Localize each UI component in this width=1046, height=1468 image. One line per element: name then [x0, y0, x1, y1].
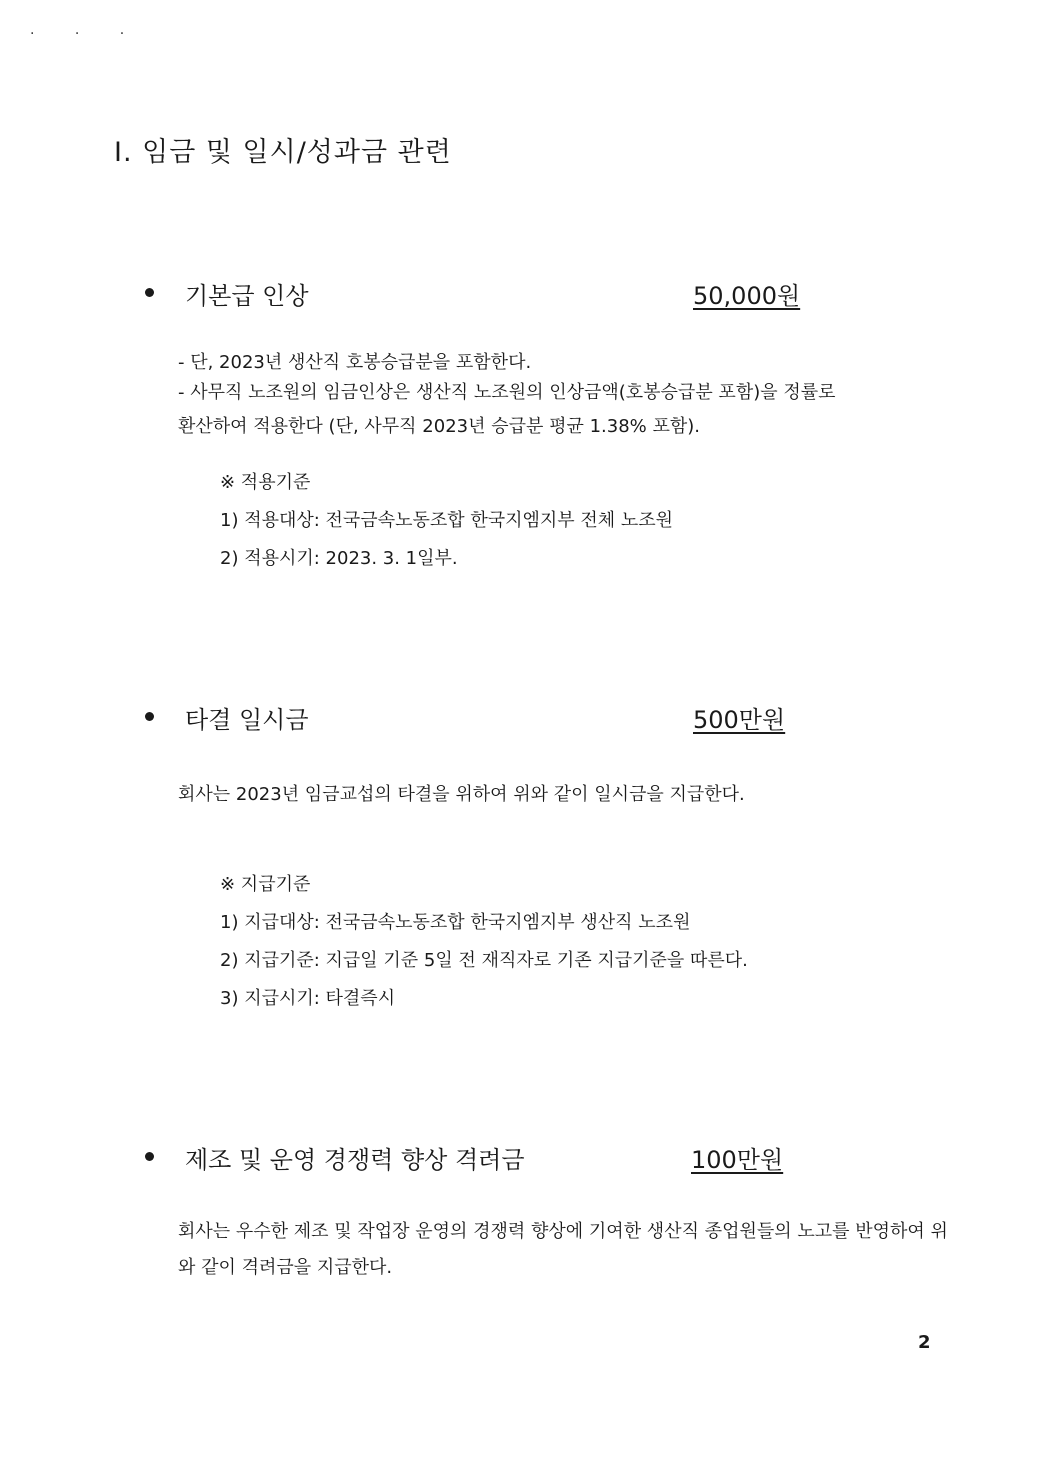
item-label: 타결 일시금 [185, 706, 309, 734]
item-note: - 단, 2023년 생산직 호봉승급분을 포함한다. [178, 352, 532, 373]
criteria-block [220, 866, 748, 1018]
item-amount: 50,000원 [693, 282, 801, 310]
item-amount: 500만원 [693, 706, 786, 734]
item-note: - 사무직 노조원의 임금인상은 생산직 노조원의 인상금액(호봉승급분 포함)을 정률로 [178, 382, 836, 403]
bullet-icon [145, 712, 154, 721]
criteria-line: 3) 지급시기: 타결즉시 [220, 988, 396, 1009]
item-note: 환산하여 적용한다 (단, 사무직 2023년 승급분 평균 1.38% 포함). [178, 416, 701, 437]
criteria-heading: ※ 적용기준 [220, 472, 311, 493]
criteria-heading: ※ 지급기준 [220, 874, 311, 895]
corner-marks: . . . [30, 22, 143, 38]
criteria-line: 1) 지급대상: 전국금속노동조합 한국지엠지부 생산직 노조원 [220, 912, 691, 933]
item-description: 회사는 우수한 제조 및 작업장 운영의 경쟁력 향상에 기여한 생산직 종업원들의 노고를 반영하여 위와 같이 격려금을 지급한다. [178, 1221, 948, 1278]
criteria-block [220, 464, 673, 578]
criteria-line: 1) 적용대상: 전국금속노동조합 한국지엠지부 전체 노조원 [220, 510, 674, 531]
item-label: 제조 및 운영 경쟁력 향상 격려금 [185, 1146, 525, 1174]
bullet-icon [145, 1152, 154, 1161]
bullet-icon [145, 288, 154, 297]
criteria-line: 2) 지급기준: 지급일 기준 5일 전 재직자로 기존 지급기준을 따른다. [220, 950, 748, 971]
item-description: 회사는 2023년 임금교섭의 타결을 위하여 위와 같이 일시금을 지급한다. [178, 784, 745, 805]
criteria-line: 2) 적용시기: 2023. 3. 1일부. [220, 548, 458, 569]
item-competitiveness-bonus [145, 1140, 805, 1176]
item-label: 기본급 인상 [185, 282, 309, 310]
item-settlement-bonus [145, 700, 805, 736]
item-base-pay [145, 276, 805, 312]
item-amount: 100만원 [691, 1146, 784, 1174]
page-number: 2 [918, 1332, 931, 1353]
section-title: I. 임금 및 일시/성과금 관련 [114, 137, 452, 168]
